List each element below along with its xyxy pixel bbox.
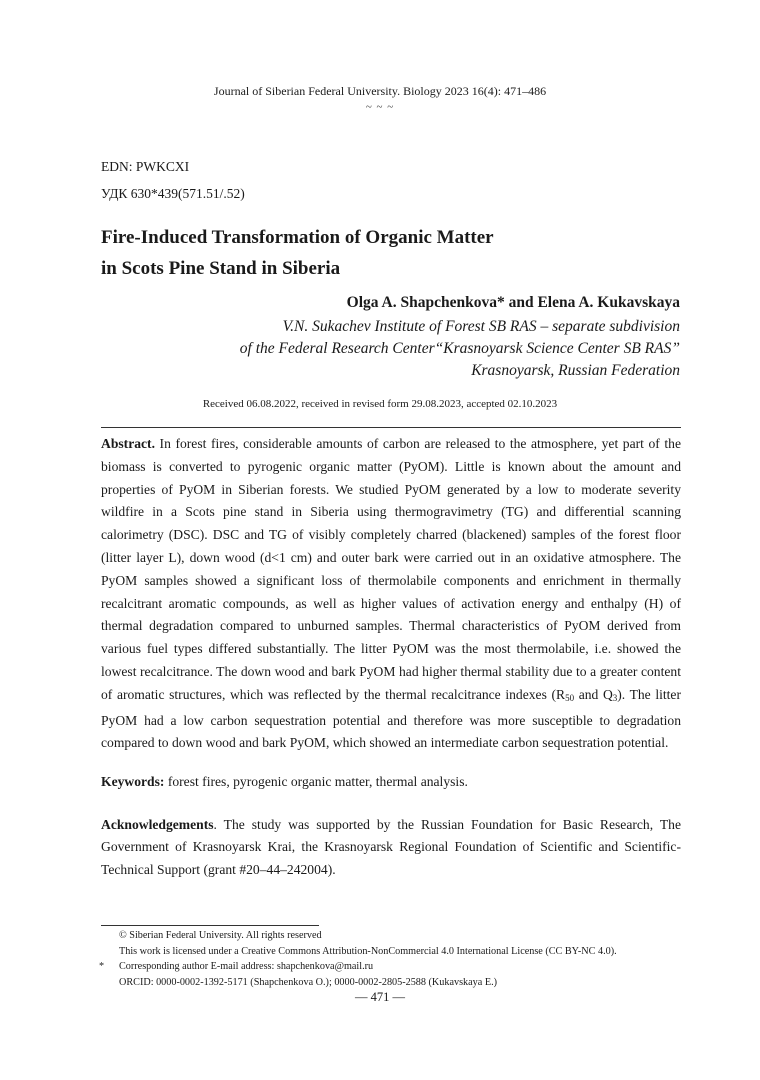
abstract-divider xyxy=(101,427,681,428)
article-title xyxy=(101,222,661,284)
abstract-text-1: In forest fires, considerable amounts of carbon are released to the atmosphere, yet part of the biomass is converted to pyrogenic organic matter (PyOM). Little is known about the amount and properties of PyOM in Siberian forests. We studied PyOM generated by a low to moderate severity wildfire in a Scots pine stand in Siberia using thermogravimetry (TG) and differential scanning calorimetry (DSC). DSC and TG of visibly completely charred (blackened) samples of the forest floor (litter layer L), down wood (d<1 cm) and outer bark were carried out in an oxidative atmosphere. The PyOM samples showed a significant loss of thermolabile components and enrichment in thermally recalcitrant aromatic compounds, as well as higher values of activation energy and enthalpy (H) of thermal degradation compared to unburned samples. Thermal characteristics of PyOM derived from various fuel types differed substantially. The litter PyOM was the most thermolabile, i.e. showed the lowest recalcitrance. The down wood and bark PyOM had higher thermal stability due to a greater content of aromatic structures, which was reflected by the thermal recalcitrance indexes (R xyxy=(101,436,681,702)
header-ornament: ~ ~ ~ xyxy=(365,101,395,113)
abstract-label: Abstract. xyxy=(101,436,155,451)
affiliation xyxy=(240,316,680,382)
keywords xyxy=(101,771,681,793)
corresponding-email: Corresponding author E-mail address: shapchenkova@mail.ru xyxy=(119,961,374,973)
keywords-label: Keywords: xyxy=(101,774,165,789)
edn-code: EDN: PWKCXI xyxy=(101,159,190,174)
udk-code: УДК 630*439(571.51/.52) xyxy=(101,186,245,201)
abstract-text-3: ). The litter PyOM had a low carbon sequestration potential and therefore was more susceptible to degradation compared to down wood and bark PyOM, which showed an intermediate carbon sequestration potential. xyxy=(101,686,681,751)
abstract-sub-1: 50 xyxy=(565,692,575,703)
footnotes xyxy=(99,928,699,990)
journal-citation: Journal of Siberian Federal University. Biology 2023 16(4): 471–486 xyxy=(213,84,547,98)
received-dates: Received 06.08.2022, received in revised form 29.08.2023, accepted 02.10.2023 xyxy=(202,398,558,410)
abstract-text-2: and Q xyxy=(574,686,613,702)
footnote-divider xyxy=(101,925,319,926)
keywords-text: forest fires, pyrogenic organic matter, thermal analysis. xyxy=(164,774,468,789)
acknowledgements-label: Acknowledgements xyxy=(101,817,214,832)
affiliation-line-2: of the Federal Research Center“Krasnoyarsk Science Center SB RAS” xyxy=(239,340,680,357)
authors: Olga A. Shapchenkova* and Elena A. Kukavskaya xyxy=(346,294,680,311)
title-line-1: Fire-Induced Transformation of Organic Matter xyxy=(101,227,494,248)
affiliation-line-1: V.N. Sukachev Institute of Forest SB RAS – separate subdivision xyxy=(282,318,680,335)
orcid-note: ORCID: 0000-0002-1392-5171 (Shapchenkova O.); 0000-0002-2805-2588 (Kukavskaya E.) xyxy=(119,976,498,988)
copyright-note: © Siberian Federal University. All rights reserved xyxy=(119,930,322,941)
abstract xyxy=(101,433,681,755)
acknowledgements xyxy=(101,814,681,881)
title-line-2: in Scots Pine Stand in Siberia xyxy=(101,258,341,279)
affiliation-line-3: Krasnoyarsk, Russian Federation xyxy=(471,362,680,379)
footnote-star: * xyxy=(99,961,105,973)
acknowledgements-text: . The study was supported by the Russian Foundation for Basic Research, The Government of Krasnoyarsk Krai, the Krasnoyarsk Regional Foundation of Scientific and Scientific-Technical Support (grant #20–44–242004). xyxy=(101,817,681,877)
abstract-sub-2: 3 xyxy=(612,692,618,703)
license-note: This work is licensed under a Creative Commons Attribution-NonCommercial 4.0 International License (CC BY-NC 4.0). xyxy=(119,945,617,957)
page-number: — 471 — xyxy=(355,990,405,1004)
corresponding-note xyxy=(99,959,699,975)
